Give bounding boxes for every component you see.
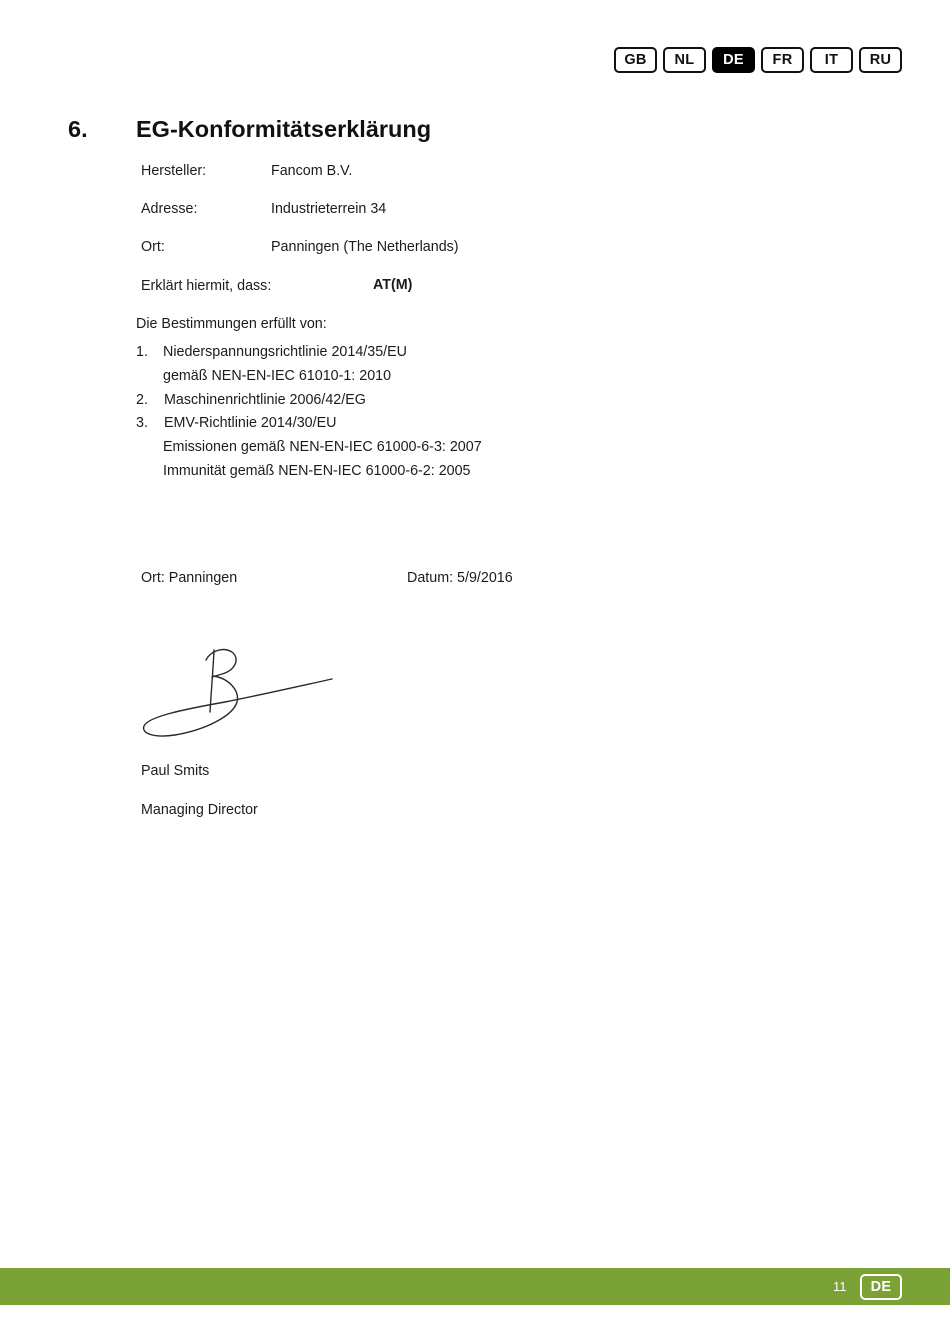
- signature-stroke-tail: [144, 676, 332, 736]
- directive-2-title: Maschinenrichtlinie 2006/42/EG: [164, 392, 366, 408]
- signatory-title: Managing Director: [141, 802, 258, 818]
- directive-1-title: Niederspannungsrichtlinie 2014/35/EU: [163, 344, 407, 360]
- address-value: Industrieterrein 34: [271, 201, 387, 217]
- footer-language-badge: DE: [860, 1274, 902, 1300]
- location-value: Panningen (The Netherlands): [271, 239, 459, 255]
- section-number: 6.: [68, 116, 88, 142]
- language-tabs: [614, 47, 902, 73]
- section-title: EG-Konformitätserklärung: [136, 116, 432, 142]
- language-tab-ru[interactable]: RU: [859, 47, 902, 73]
- provisions-intro: Die Bestimmungen erfüllt von:: [136, 316, 327, 332]
- manufacturer-value: Fancom B.V.: [271, 163, 353, 179]
- date: Datum: 5/9/2016: [407, 570, 513, 586]
- directive-3-standard-immunity: Immunität gemäß NEN-EN-IEC 61000-6-2: 2005: [163, 463, 471, 479]
- manufacturer-label: Hersteller:: [141, 163, 207, 179]
- signatory-name: Paul Smits: [141, 763, 210, 779]
- directive-1-standard: gemäß NEN-EN-IEC 61010-1: 2010: [163, 368, 392, 384]
- declaration-product: AT(M): [373, 277, 413, 293]
- signature-image: [138, 644, 336, 742]
- language-tab-fr[interactable]: FR: [761, 47, 804, 73]
- signature-stroke-top-bowl: [206, 650, 236, 677]
- directive-1-number: 1.: [136, 344, 148, 360]
- location-label: Ort:: [141, 239, 165, 255]
- directive-2-number: 2.: [136, 392, 148, 408]
- signature-stroke-vertical: [210, 650, 214, 712]
- address-label: Adresse:: [141, 201, 198, 217]
- language-tab-nl[interactable]: NL: [663, 47, 706, 73]
- language-tab-de[interactable]: DE: [712, 47, 755, 73]
- directive-3-title: EMV-Richtlinie 2014/30/EU: [164, 415, 337, 431]
- language-tab-it[interactable]: IT: [810, 47, 853, 73]
- place: Ort: Panningen: [141, 570, 238, 586]
- directive-3-number: 3.: [136, 415, 148, 431]
- footer-bar: [0, 1268, 950, 1305]
- language-tab-gb[interactable]: GB: [614, 47, 657, 73]
- declaration-label: Erklärt hiermit, dass:: [141, 278, 272, 294]
- directive-3-standard-emissions: Emissionen gemäß NEN-EN-IEC 61000-6-3: 2007: [163, 439, 482, 455]
- page-number: 11: [833, 1279, 847, 1294]
